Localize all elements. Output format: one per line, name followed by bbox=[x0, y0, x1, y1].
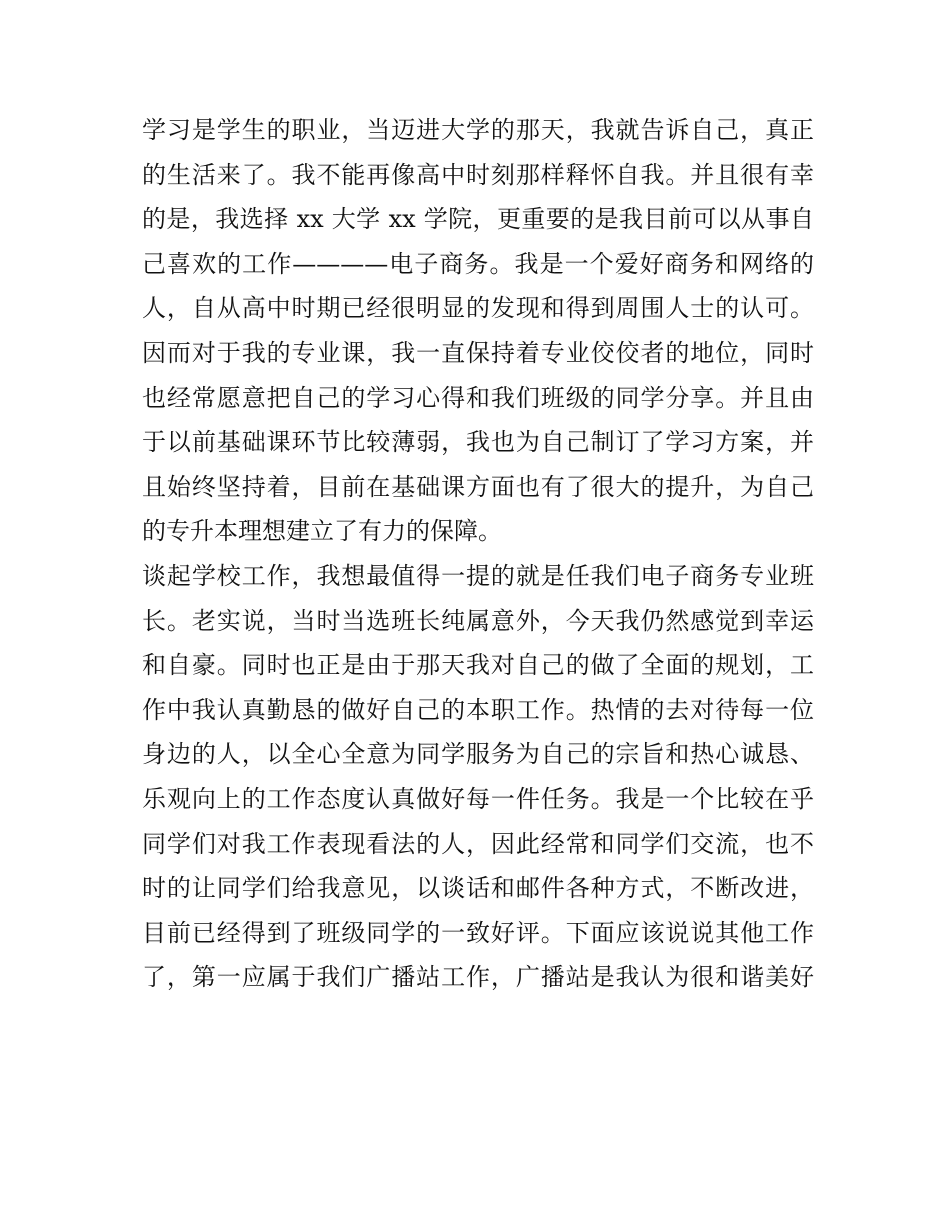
text-line: 人，自从高中时期已经很明显的发现和得到周围人士的认可。 bbox=[142, 294, 814, 323]
text-line: 学习是学生的职业，当迈进大学的那天，我就告诉自己，真正 bbox=[142, 116, 814, 144]
text-line: 同学们对我工作表现看法的人，因此经常和同学们交流，也不 bbox=[142, 829, 814, 858]
text-line: 因而对于我的专业课，我一直保持着专业佼佼者的地位，同时 bbox=[142, 338, 814, 367]
text-line: 身边的人，以全心全意为同学服务为自己的宗旨和热心诚恳、 bbox=[142, 740, 814, 769]
text-line: 作中我认真勤恳的做好自己的本职工作。热情的去对待每一位 bbox=[142, 695, 814, 724]
text-line: 目前已经得到了班级同学的一致好评。下面应该说说其他工作 bbox=[142, 918, 814, 947]
document-body bbox=[142, 108, 814, 1000]
text-line: 己喜欢的工作————电子商务。我是一个爱好商务和网络的 bbox=[142, 249, 814, 278]
text-line: 了，第一应属于我们广播站工作，广播站是我认为很和谐美好 bbox=[142, 963, 814, 992]
text-line: 也经常愿意把自己的学习心得和我们班级的同学分享。并且由 bbox=[142, 383, 814, 412]
text-line: 的专升本理想建立了有力的保障。 bbox=[142, 517, 502, 546]
text-line: 和自豪。同时也正是由于那天我对自己的做了全面的规划，工 bbox=[142, 651, 814, 680]
text-line: 时的让同学们给我意见，以谈话和邮件各种方式，不断改进， bbox=[142, 874, 814, 903]
text-line: 乐观向上的工作态度认真做好每一件任务。我是一个比较在乎 bbox=[142, 784, 814, 813]
text-line: 谈起学校工作，我想最值得一提的就是任我们电子商务专业班 bbox=[142, 561, 814, 590]
text-line: 的是，我选择 xx 大学 xx 学院，更重要的是我目前可以从事自 bbox=[142, 205, 814, 234]
text-line: 长。老实说，当时当选班长纯属意外，今天我仍然感觉到幸运 bbox=[142, 606, 814, 635]
text-line: 的生活来了。我不能再像高中时刻那样释怀自我。并且很有幸 bbox=[142, 160, 814, 189]
text-line: 于以前基础课环节比较薄弱，我也为自己制订了学习方案，并 bbox=[142, 428, 814, 457]
text-line: 且始终坚持着，目前在基础课方面也有了很大的提升，为自己 bbox=[142, 472, 814, 501]
